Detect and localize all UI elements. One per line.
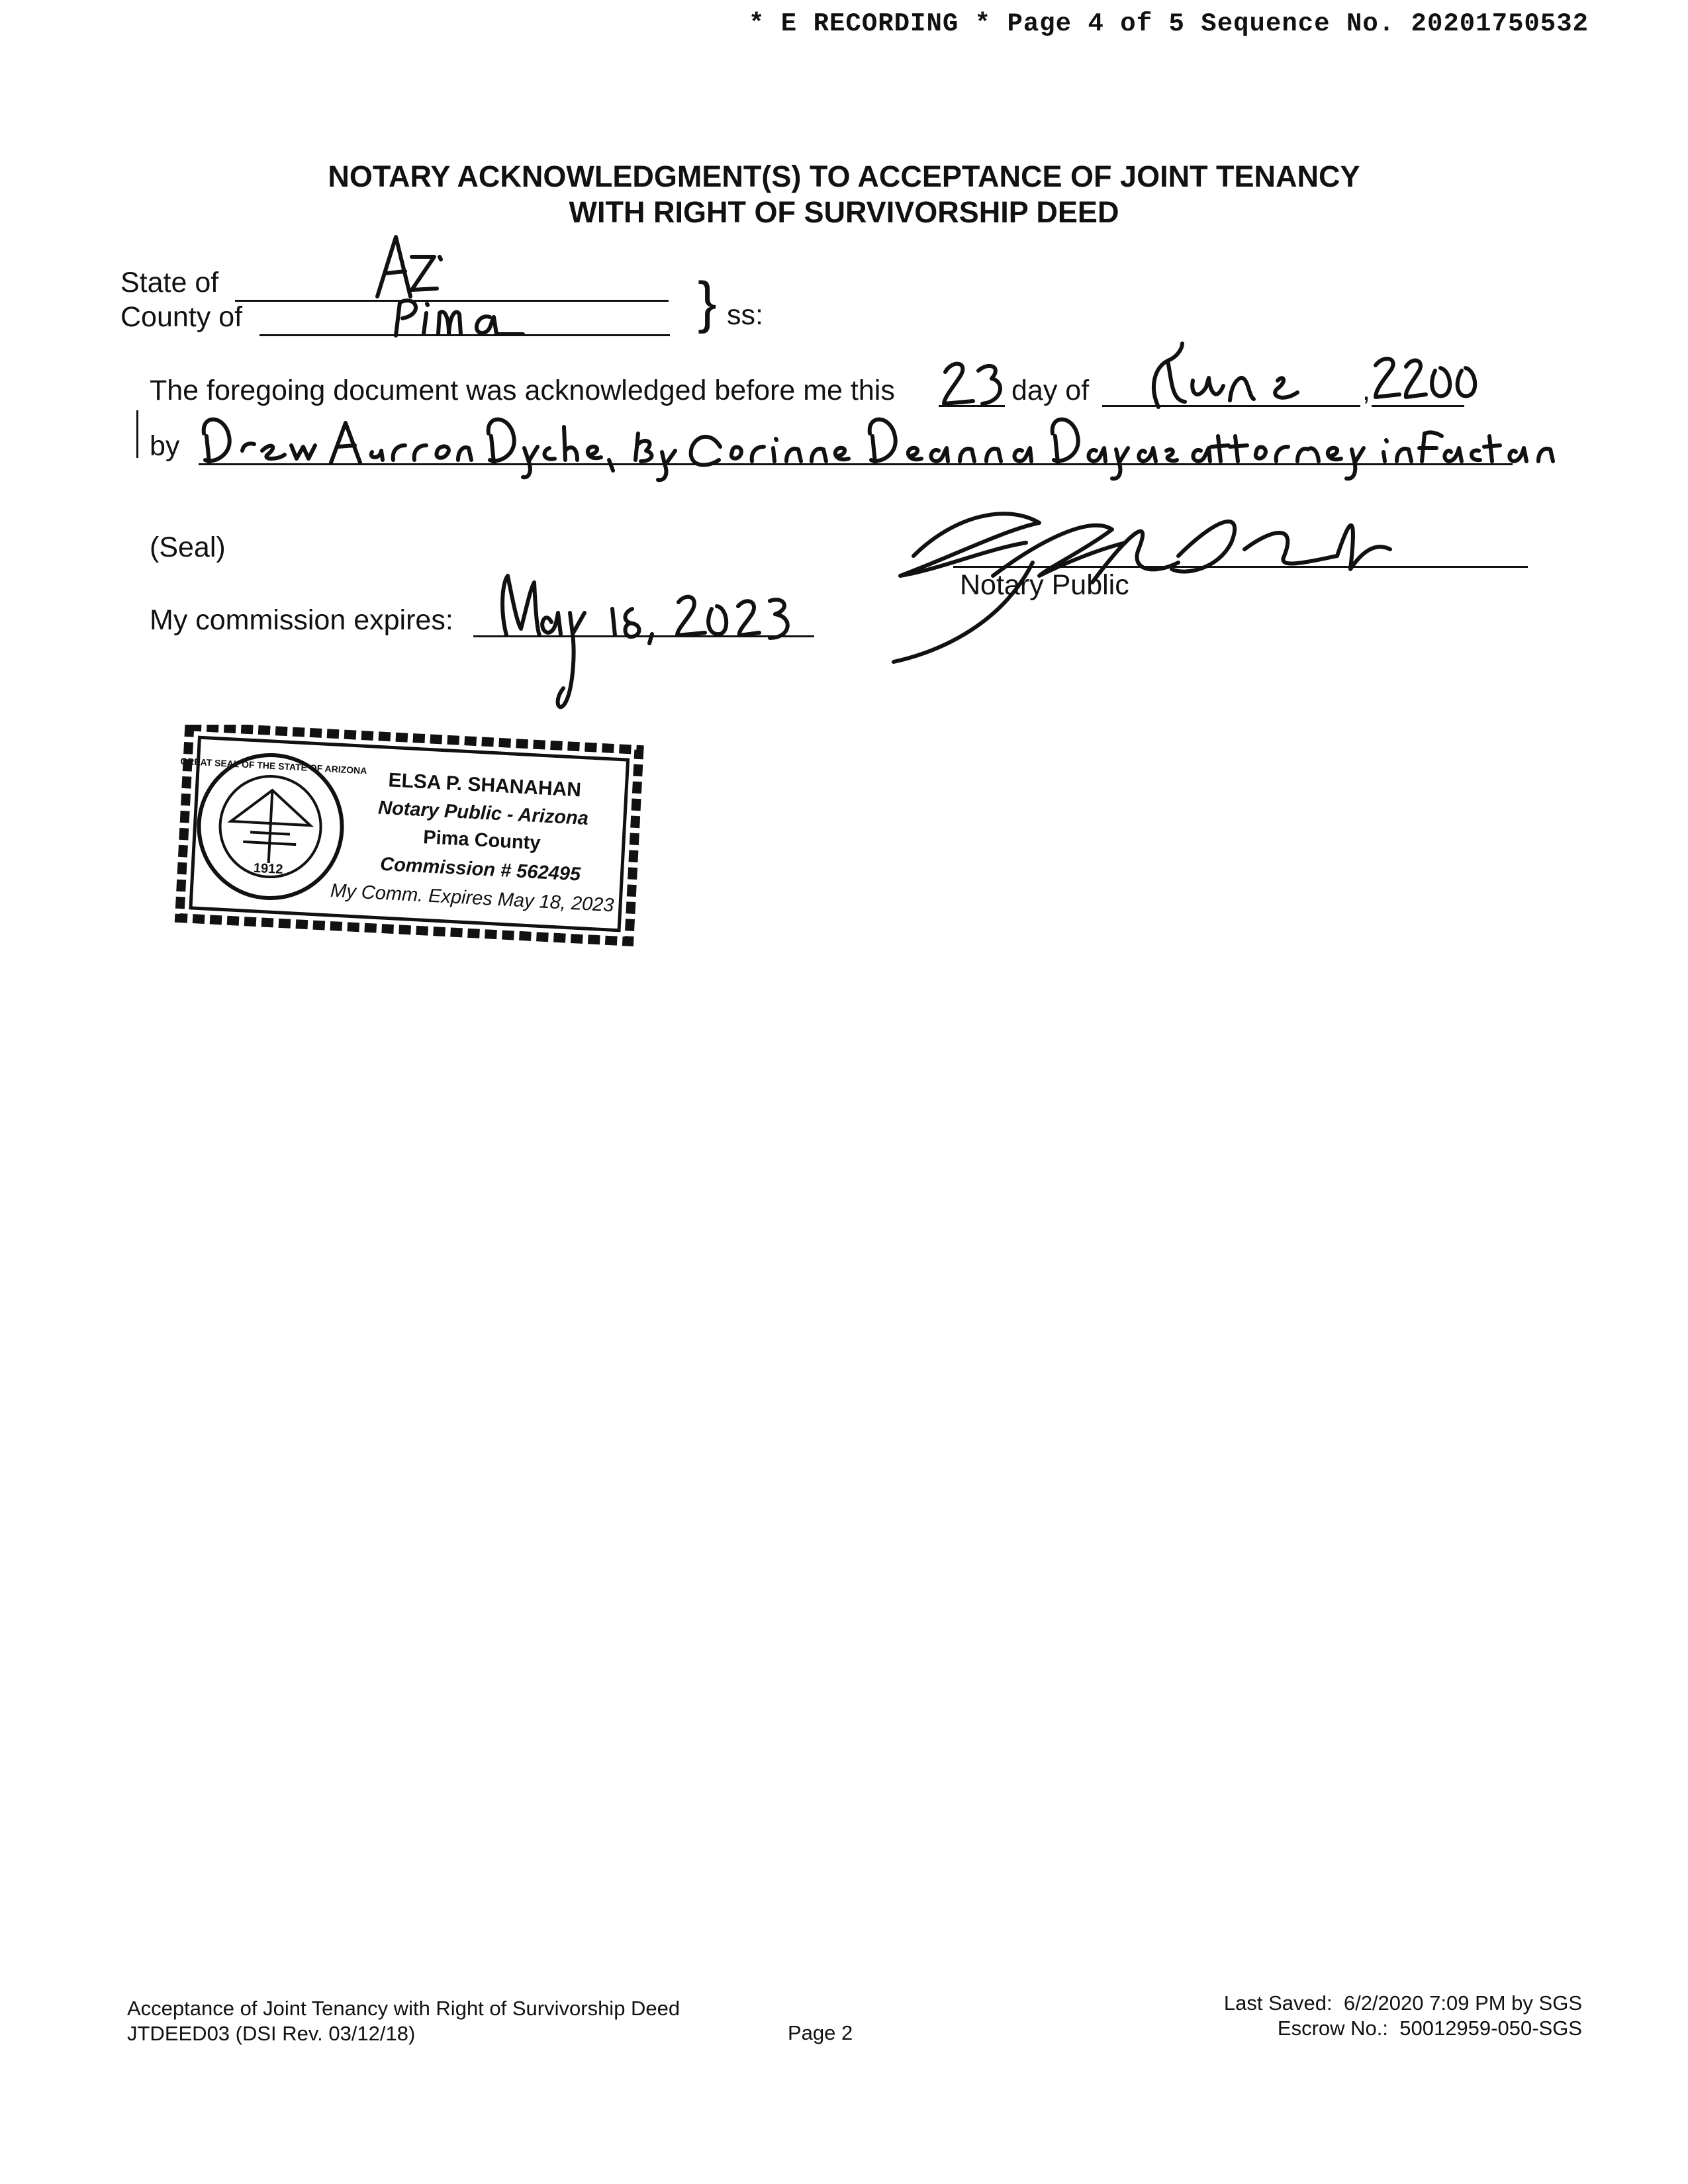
ss-label: ss: <box>727 299 763 331</box>
notary-public-label: Notary Public <box>960 569 1129 601</box>
recording-header: * E RECORDING * Page 4 of 5 Sequence No. 20201750532 <box>749 9 1589 38</box>
footer-escrow: Escrow No.: 50012959-050-SGS <box>1277 2017 1582 2040</box>
by-value-handwriting <box>199 407 1562 480</box>
county-value <box>397 311 398 312</box>
footer-form-code: JTDEED03 (DSI Rev. 03/12/18) <box>127 2022 416 2045</box>
county-label: County of <box>120 301 243 333</box>
footer-page-number: Page 2 <box>788 2021 853 2044</box>
commission-label: My commission expires: <box>150 604 453 636</box>
commission-value <box>503 602 504 603</box>
stamp-name: ELSA P. SHANAHAN <box>387 769 582 801</box>
notary-stamp <box>171 725 647 950</box>
year-value-handwriting <box>1369 351 1488 410</box>
day-value-handwriting <box>939 357 1011 410</box>
title-line-2: WITH RIGHT OF SURVIVORSHIP DEED <box>569 195 1119 229</box>
state-label: State of <box>120 267 219 298</box>
acknowledgment-text: The foregoing document was acknowledged before me this <box>150 375 895 406</box>
stamp-commission: Commission # 562495 <box>379 853 581 886</box>
footer-right <box>1224 1991 1582 2041</box>
venue-brace: } <box>698 271 717 334</box>
state-value-handwriting <box>371 230 450 303</box>
comma: , <box>1362 375 1370 406</box>
stamp-county: Pima County <box>422 827 541 854</box>
stamp-seal-text: GREAT SEAL OF THE STATE OF ARIZONA <box>179 755 367 776</box>
page-title <box>0 159 1688 230</box>
stamp-expires: My Comm. Expires May 18, 2023 <box>330 880 615 917</box>
stamp-seal-year: 1912 <box>253 860 283 878</box>
month-value-handwriting <box>1145 341 1331 414</box>
commission-value-handwriting <box>473 556 818 728</box>
footer-left <box>127 1996 680 2046</box>
county-value-handwriting <box>391 295 536 341</box>
footer-doc-title: Acceptance of Joint Tenancy with Right of Survivorship Deed <box>127 1997 680 2020</box>
by-label: by <box>150 430 180 462</box>
title-line-1: NOTARY ACKNOWLEDGMENT(S) TO ACCEPTANCE OF JOINT TENANCY <box>328 159 1360 193</box>
footer-last-saved: Last Saved: 6/2/2020 7:09 PM by SGS <box>1223 1991 1582 2015</box>
margin-tick <box>136 410 138 458</box>
notary-signature <box>874 477 1403 675</box>
year-value <box>1383 377 1384 378</box>
day-of-label: day of <box>1011 375 1090 406</box>
seal-label: (Seal) <box>150 531 226 563</box>
stamp-title: Notary Public - Arizona <box>377 797 589 830</box>
